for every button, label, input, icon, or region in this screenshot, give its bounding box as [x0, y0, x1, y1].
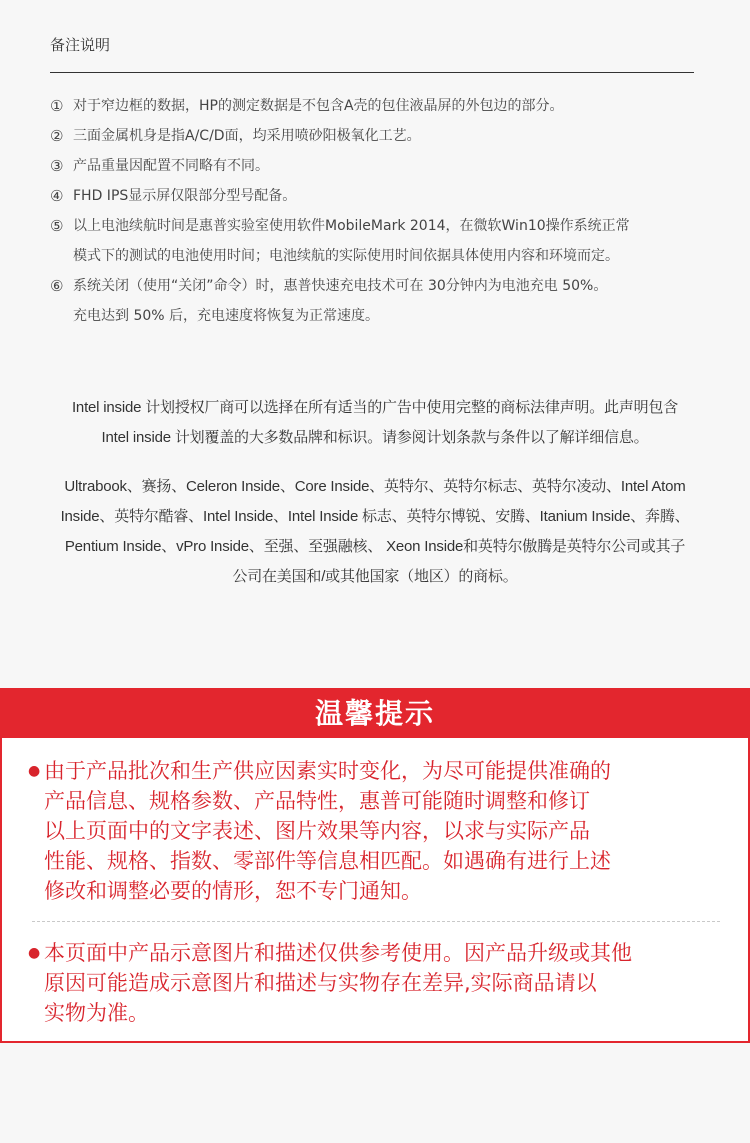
note-text: 产品重量因配置不同略有不同。 [73, 158, 269, 174]
note-number: ④ [50, 187, 64, 205]
note-item [50, 91, 710, 121]
note-number: ⑥ [50, 277, 64, 295]
tip-line: 性能、规格、指数、零部件等信息相匹配。如遇确有进行上述 [44, 849, 611, 873]
legal-line: Inside、英特尔酷睿、Intel Inside、Intel Inside 标志、英特尔博锐、安腾、Itanium Inside、奔腾、 [60, 508, 690, 525]
legal-line: Intel inside 计划覆盖的大多数品牌和标识。请参阅计划条款与条件以了解详细信息。 [101, 429, 649, 446]
note-text: FHD IPS显示屏仅限部分型号配备。 [73, 188, 297, 204]
tip-item [28, 756, 728, 906]
tip-line: 实物为准。 [44, 1001, 149, 1025]
note-item [50, 151, 710, 181]
notes-title: 备注说明 [50, 36, 111, 54]
notes-list [50, 91, 710, 331]
legal-line: Intel inside 计划授权厂商可以选择在所有适当的广告中使用完整的商标法律声明。此声明包含 [71, 399, 679, 416]
warm-tips-title: 温馨提示 [2, 688, 748, 738]
bullet-dot-icon: ● [28, 763, 41, 779]
notes-divider [50, 72, 694, 73]
warm-tips-panel [0, 688, 750, 1043]
note-text: 以上电池续航时间是惠普实验室使用软件MobileMark 2014，在微软Win10操作系统正常 [73, 218, 630, 234]
tip-line: 由于产品批次和生产供应因素实时变化，为尽可能提供准确的 [44, 759, 611, 783]
note-text: 模式下的测试的电池使用时间；电池续航的实际使用时间依据具体使用内容和环境而定。 [73, 248, 619, 264]
tips-divider [32, 921, 720, 922]
note-item [50, 271, 710, 331]
note-text: 充电达到 50% 后，充电速度将恢复为正常速度。 [73, 308, 380, 324]
tip-line: 修改和调整必要的情形，恕不专门通知。 [44, 879, 422, 903]
note-item [50, 121, 710, 151]
legal-line: Pentium Inside、vPro Inside、至强、至强融核、 Xeon Inside和英特尔傲腾是英特尔公司或其子 [64, 538, 686, 555]
tip-item [28, 938, 728, 1028]
tip-line: 产品信息、规格参数、产品特性，惠普可能随时调整和修订 [44, 789, 590, 813]
note-text: 系统关闭（使用“关闭”命令）时，惠普快速充电技术可在 30分钟内为电池充电 50%。 [73, 278, 608, 294]
note-item [50, 211, 710, 271]
trademark-statement [30, 472, 720, 592]
legal-line: 公司在美国和/或其他国家（地区）的商标。 [232, 568, 518, 585]
tip-line: 以上页面中的文字表述、图片效果等内容，以求与实际产品 [44, 819, 590, 843]
bullet-dot-icon: ● [28, 945, 41, 961]
note-text: 三面金属机身是指A/C/D面，均采用喷砂阳极氧化工艺。 [73, 128, 421, 144]
intel-inside-statement [30, 393, 720, 453]
legal-line: Ultrabook、赛扬、Celeron Inside、Core Inside、英特尔、英特尔标志、英特尔凌动、Intel Atom [64, 478, 686, 495]
tip-line: 本页面中产品示意图片和描述仅供参考使用。因产品升级或其他 [44, 941, 632, 965]
note-item [50, 181, 710, 211]
note-number: ⑤ [50, 217, 64, 235]
note-text: 对于窄边框的数据，HP的测定数据是不包含A壳的包住液晶屏的外包边的部分。 [73, 98, 564, 114]
note-number: ③ [50, 157, 64, 175]
note-number: ② [50, 127, 64, 145]
note-number: ① [50, 97, 64, 115]
tip-line: 原因可能造成示意图片和描述与实物存在差异,实际商品请以 [44, 971, 597, 995]
